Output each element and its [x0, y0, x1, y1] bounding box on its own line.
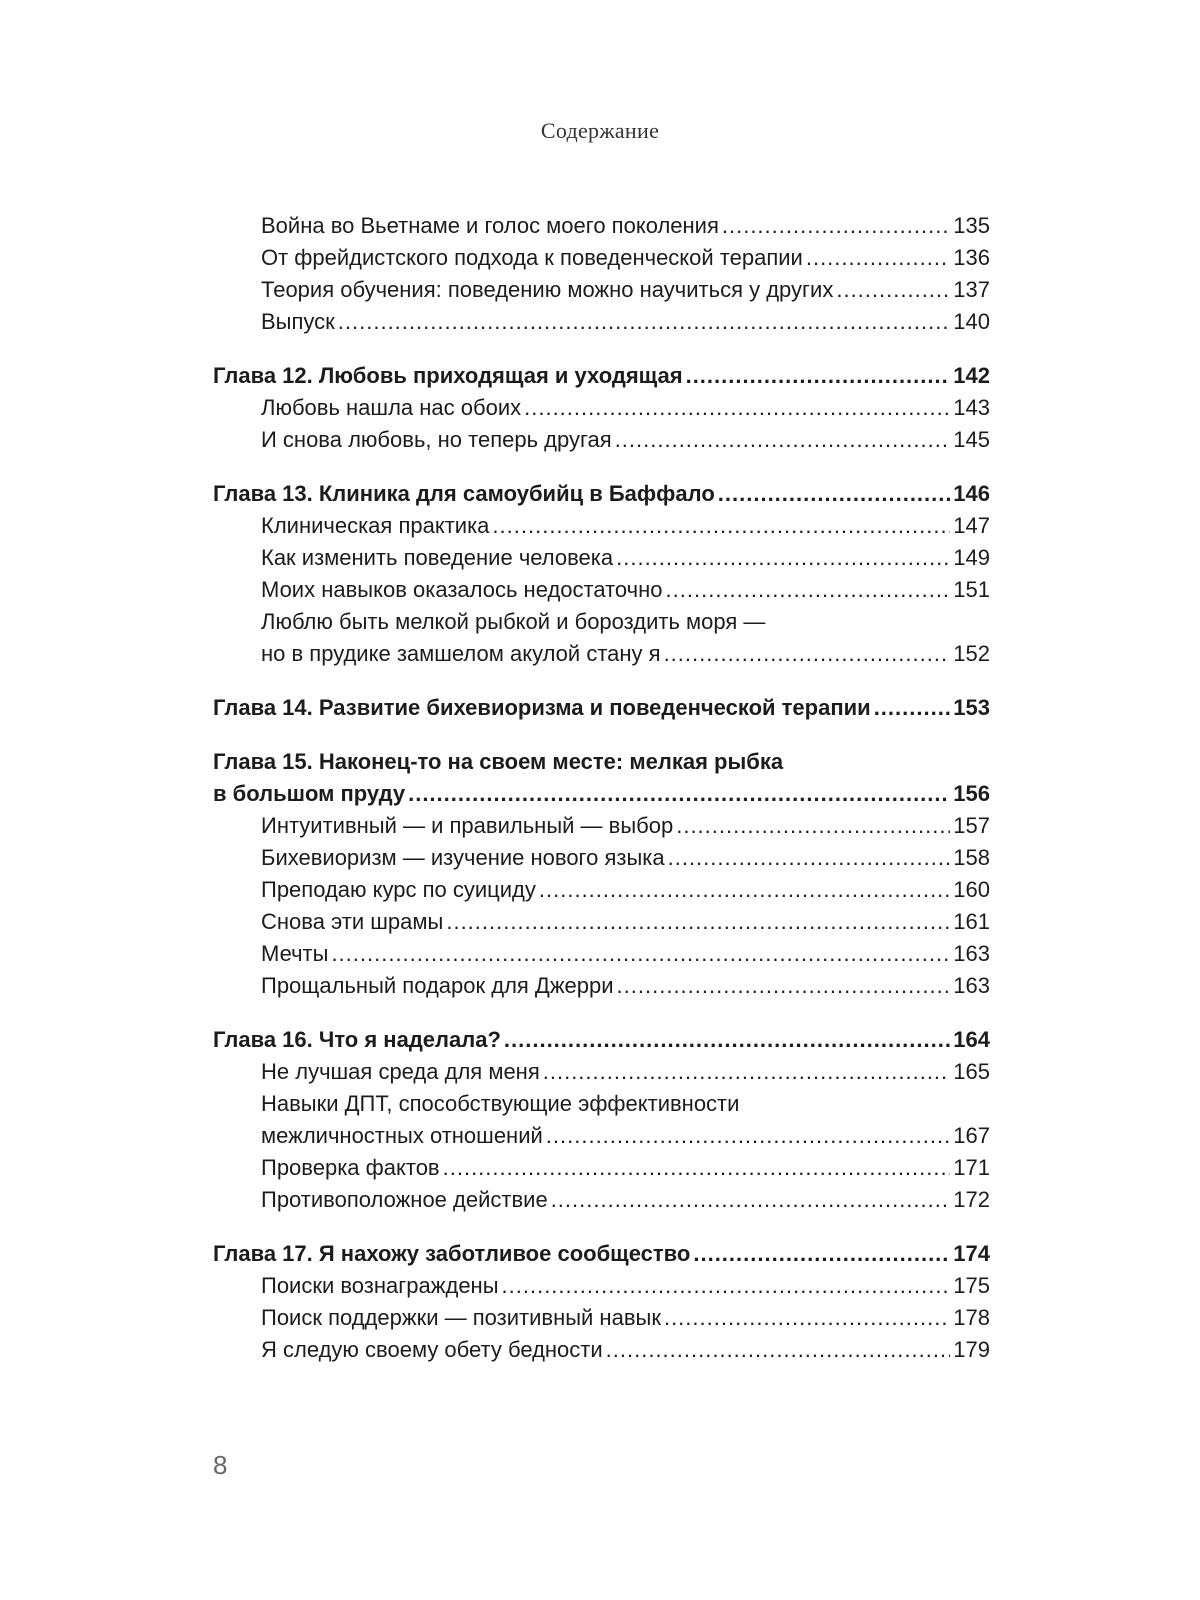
- table-of-contents: [213, 210, 990, 1366]
- toc-chapter-page: 156: [953, 781, 990, 806]
- toc-entry-page: 145: [953, 427, 990, 452]
- toc-entry-page: 136: [953, 245, 990, 270]
- toc-entry-continued: [213, 606, 990, 638]
- toc-entry-title: Проверка фактов: [261, 1155, 440, 1180]
- toc-entry: [213, 1120, 990, 1152]
- toc-chapter: [213, 778, 990, 810]
- toc-entry: [213, 424, 990, 456]
- toc-entry-title: И снова любовь, но теперь другая: [261, 427, 612, 452]
- toc-entry-page: 163: [953, 973, 990, 998]
- toc-entry-page: 178: [953, 1305, 990, 1330]
- dot-leader: [664, 638, 951, 670]
- toc-entry-page: 165: [953, 1059, 990, 1084]
- toc-entry-title: От фрейдистского подхода к поведенческой терапии: [261, 245, 803, 270]
- toc-chapter-title: Глава 14. Развитие бихевиоризма и поведенческой терапии: [213, 695, 871, 720]
- toc-chapter: [213, 692, 990, 724]
- toc-entry: [213, 1334, 990, 1366]
- toc-chapter: [213, 1024, 990, 1056]
- toc-entry: [213, 1184, 990, 1216]
- toc-entry-title: Люблю быть мелкой рыбкой и бороздить моря —: [261, 609, 766, 634]
- toc-entry: [213, 970, 990, 1002]
- toc-entry-continued: [213, 1088, 990, 1120]
- dot-leader: [806, 242, 950, 274]
- dot-leader: [546, 1120, 951, 1152]
- toc-entry-page: 172: [953, 1187, 990, 1212]
- toc-entry-title: Как изменить поведение человека: [261, 545, 614, 570]
- toc-chapter-page: 164: [953, 1027, 990, 1052]
- toc-entry: [213, 274, 990, 306]
- toc-entry-title: межличностных отношений: [261, 1123, 543, 1148]
- toc-entry-page: 149: [953, 545, 990, 570]
- toc-entry-title: Война во Вьетнаме и голос моего поколения: [261, 213, 719, 238]
- toc-entry-title: Я следую своему обету бедности: [261, 1337, 603, 1362]
- dot-leader: [686, 360, 951, 392]
- toc-entry-title: Преподаю курс по суициду: [261, 877, 536, 902]
- dot-leader: [504, 1024, 950, 1056]
- toc-chapter: [213, 1238, 990, 1270]
- toc-entry-title: Бихевиоризм — изучение нового языка: [261, 845, 665, 870]
- toc-entry-page: 161: [953, 909, 990, 934]
- toc-entry-title: Поиск поддержки — позитивный навык: [261, 1305, 661, 1330]
- toc-entry-page: 147: [953, 513, 990, 538]
- dot-leader: [676, 810, 950, 842]
- dot-leader: [539, 874, 950, 906]
- dot-leader: [668, 842, 951, 874]
- toc-entry: [213, 1056, 990, 1088]
- toc-entry-title: Теория обучения: поведению можно научиться у других: [261, 277, 834, 302]
- toc-entry: [213, 938, 990, 970]
- toc-entry: [213, 1270, 990, 1302]
- dot-leader: [722, 210, 950, 242]
- toc-entry-page: 158: [953, 845, 990, 870]
- toc-entry: [213, 392, 990, 424]
- toc-chapter-page: 142: [953, 363, 990, 388]
- toc-entry-page: 135: [953, 213, 990, 238]
- toc-chapter-continued: [213, 746, 990, 778]
- toc-entry-title: Поиски вознаграждены: [261, 1273, 499, 1298]
- toc-entry-page: 175: [953, 1273, 990, 1298]
- toc-chapter: [213, 360, 990, 392]
- dot-leader: [616, 542, 950, 574]
- toc-chapter-page: 146: [953, 481, 990, 506]
- toc-entry-title: Противоположное действие: [261, 1187, 548, 1212]
- toc-entry: [213, 1302, 990, 1334]
- toc-chapter-title: Глава 17. Я нахожу заботливое сообщество: [213, 1241, 691, 1266]
- dot-leader: [693, 1238, 950, 1270]
- toc-entry-title: Мечты: [261, 941, 329, 966]
- toc-chapter-page: 153: [953, 695, 990, 720]
- toc-entry: [213, 810, 990, 842]
- running-header: Содержание: [540, 118, 660, 143]
- dot-leader: [617, 970, 951, 1002]
- toc-entry-title: Клиническая практика: [261, 513, 490, 538]
- dot-leader: [524, 392, 950, 424]
- toc-entry-page: 171: [953, 1155, 990, 1180]
- dot-leader: [836, 274, 950, 306]
- toc-entry-page: 140: [953, 309, 990, 334]
- toc-entry: [213, 574, 990, 606]
- dot-leader: [664, 1302, 950, 1334]
- dot-leader: [338, 306, 951, 338]
- toc-entry-page: 157: [953, 813, 990, 838]
- toc-chapter-title: Глава 15. Наконец-то на своем месте: мелкая рыбка: [213, 749, 784, 774]
- dot-leader: [543, 1056, 951, 1088]
- toc-entry: [213, 842, 990, 874]
- dot-leader: [874, 692, 951, 724]
- dot-leader: [718, 478, 951, 510]
- toc-entry: [213, 638, 990, 670]
- toc-entry-title: Любовь нашла нас обоих: [261, 395, 522, 420]
- toc-entry: [213, 306, 990, 338]
- dot-leader: [443, 1152, 951, 1184]
- toc-entry-page: 143: [953, 395, 990, 420]
- toc-entry-title: Навыки ДПТ, способствующие эффективности: [261, 1091, 740, 1116]
- toc-entry-title: но в прудике замшелом акулой стану я: [261, 641, 661, 666]
- toc-entry-title: Не лучшая среда для меня: [261, 1059, 540, 1084]
- toc-chapter-title: Глава 13. Клиника для самоубийц в Баффало: [213, 481, 715, 506]
- page-number: 8: [213, 1450, 228, 1480]
- toc-chapter-title: Глава 16. Что я наделала?: [213, 1027, 501, 1052]
- toc-entry: [213, 1152, 990, 1184]
- toc-entry-title: Снова эти шрамы: [261, 909, 444, 934]
- toc-entry-page: 163: [953, 941, 990, 966]
- toc-entry-title: Моих навыков оказалось недостаточно: [261, 577, 663, 602]
- toc-chapter: [213, 478, 990, 510]
- toc-chapter-title: в большом пруду: [213, 781, 406, 806]
- toc-entry-title: Интуитивный — и правильный — выбор: [261, 813, 674, 838]
- toc-entry: [213, 510, 990, 542]
- toc-entry-page: 167: [953, 1123, 990, 1148]
- toc-entry: [213, 242, 990, 274]
- dot-leader: [331, 938, 950, 970]
- toc-chapter-title: Глава 12. Любовь приходящая и уходящая: [213, 363, 683, 388]
- toc-entry-page: 179: [953, 1337, 990, 1362]
- toc-entry: [213, 210, 990, 242]
- toc-entry-title: Прощальный подарок для Джерри: [261, 973, 614, 998]
- toc-entry-page: 137: [953, 277, 990, 302]
- dot-leader: [606, 1334, 951, 1366]
- toc-entry-page: 160: [953, 877, 990, 902]
- dot-leader: [551, 1184, 951, 1216]
- dot-leader: [666, 574, 951, 606]
- dot-leader: [502, 1270, 951, 1302]
- dot-leader: [492, 510, 950, 542]
- toc-chapter-page: 174: [953, 1241, 990, 1266]
- toc-entry-page: 151: [953, 577, 990, 602]
- dot-leader: [446, 906, 950, 938]
- toc-entry-page: 152: [953, 641, 990, 666]
- dot-leader: [615, 424, 951, 456]
- dot-leader: [408, 778, 950, 810]
- toc-entry-title: Выпуск: [261, 309, 335, 334]
- toc-entry: [213, 906, 990, 938]
- toc-entry: [213, 874, 990, 906]
- toc-entry: [213, 542, 990, 574]
